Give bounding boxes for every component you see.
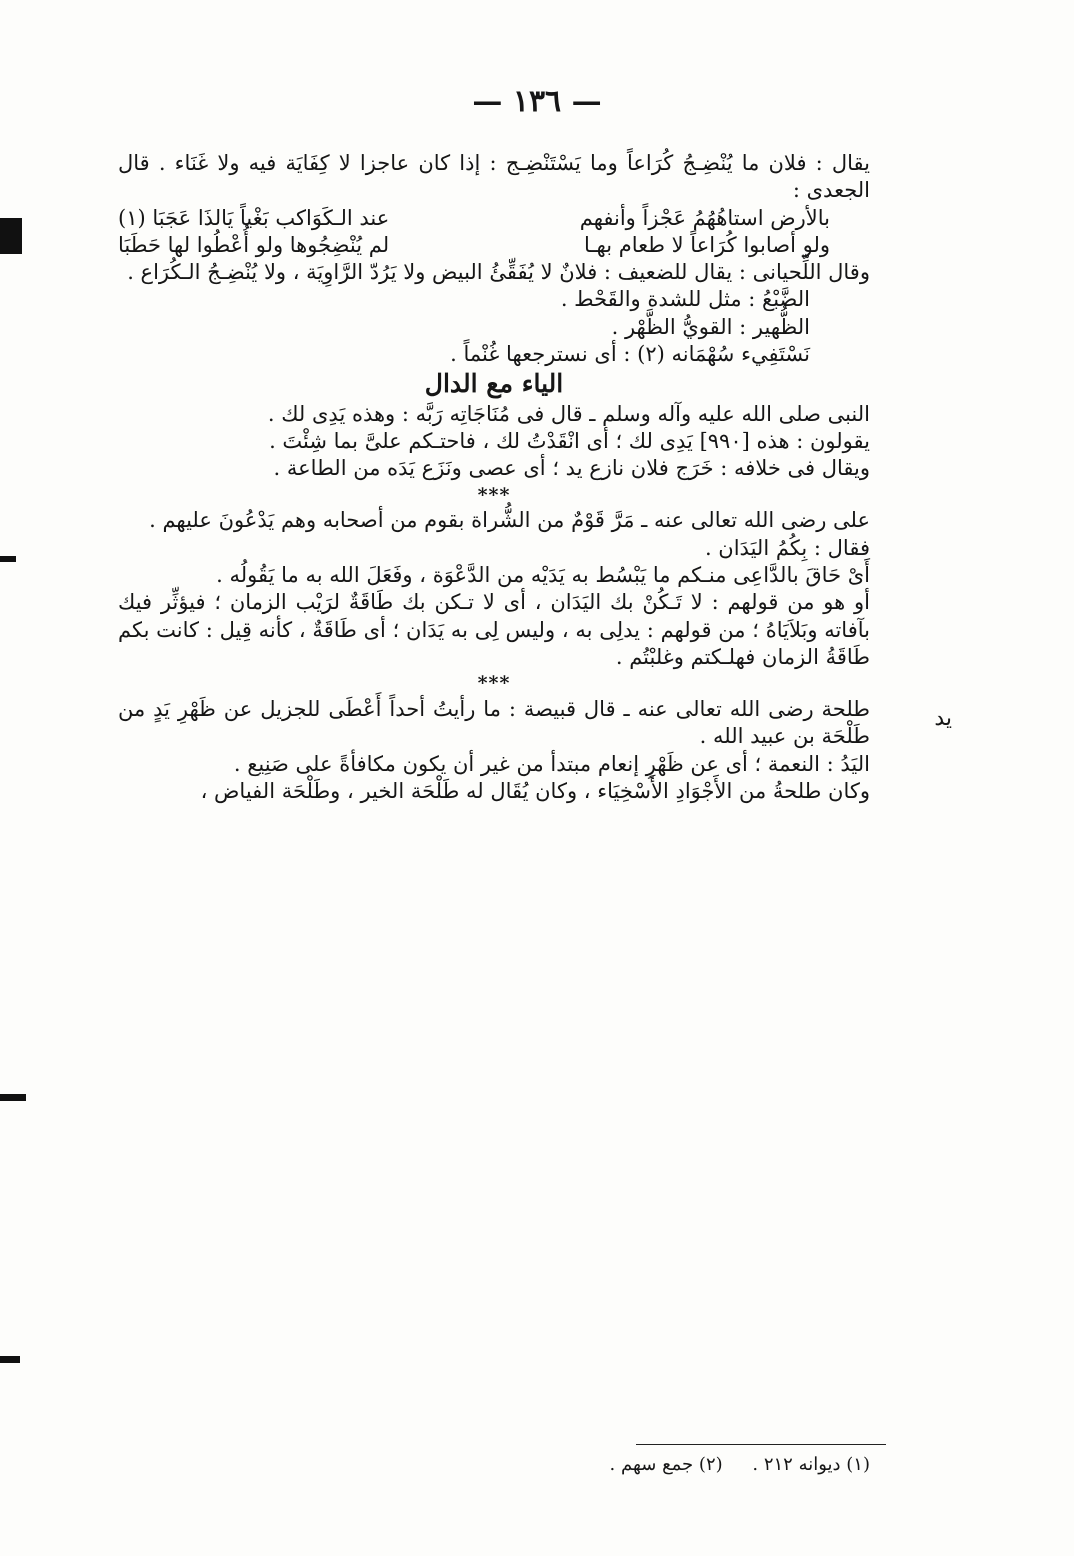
paragraph: وقال اللِّحيانى : يقال للضعيف : فلانٌ لا يُفَقِّئُ البيض ولا يَرُدّ الرَّاوِيَة ، ولا يُنْضِـجُ الـكُرَاع . bbox=[127, 260, 870, 285]
paragraph: ويقال فى خلافه : خَرَج فلان نازع يد ؛ أى عصى ونَزَع يَدَه من الطاعة . bbox=[273, 456, 870, 481]
paragraph: وكان طلحةُ من الأَجْوَادِ الأَسْخِيَاء ، وكان يُقَال له طَلْحَة الخير ، وطَلْحَة الفياض ، bbox=[200, 778, 870, 803]
entry: الضَّبْعُ : مثل للشدة والقَحْط . bbox=[560, 287, 810, 312]
poem bbox=[118, 205, 870, 260]
page-number: — ١٣٦ — bbox=[472, 84, 602, 119]
footnotes bbox=[500, 1454, 870, 1475]
paragraph: النبى صلى الله عليه وآله وسلم ـ قال فى مُنَاجَاتِه رَبَّه : وهذه يَدِى لك . bbox=[267, 401, 870, 426]
verse-hemistich: بالأرض استاهُهُمُ عَجْزاً وأنفهم bbox=[579, 205, 830, 230]
main-text bbox=[118, 150, 870, 805]
paragraph: اليَدُ : النعمة ؛ أى عن ظَهْرِ إنعام مبتدأ من غير أن يكون مكافأةً على صَنِيع . bbox=[233, 751, 870, 776]
paragraph: يقولون : هذه [٩٩٠] يَدِى لك ؛ أى انْقَدْتُ لك ، فاحتـكم علىَّ بما شِئْتَ . bbox=[269, 429, 870, 454]
footnote: (٢) جمع سهم . bbox=[609, 1454, 723, 1475]
verse-line bbox=[118, 205, 870, 232]
paragraph: على رضى الله تعالى عنه ـ مَرَّ قَوْمٌ من الشُّراة بقوم من أصحابه وهم يَدْعُونَ عليهم . bbox=[149, 508, 870, 533]
paragraph: فقال : بِكُمُ اليَدَان . bbox=[704, 535, 870, 560]
scan-edge-mark bbox=[0, 218, 22, 254]
paragraph: أو هو من قولهم : لا تَـكُنْ بك اليَدَان ، أى لا تـكن بك طَاقَةٌ لرَيْب الزمان ؛ فيؤثِّر فيك بآفاته وبَلاَيَاهُ ؛ من قولهم : يدلِى به ، وليس لِى به يَدَان ؛ أى طَاقَةٌ ، كأنه قِيل : كانت بكم طَاقَةُ الزمان فهلـكتم وغلبْتُم . bbox=[118, 590, 870, 669]
entry: نَسْتَفِيء سُهْمَانه (٢) : أى نسترجعها غُنْماً . bbox=[450, 342, 810, 367]
footnote: (١) ديوانه ٢١٢ . bbox=[752, 1454, 870, 1475]
section-title: الياء مع الدال bbox=[424, 369, 564, 399]
paragraph: يقال : فلان ما يُنْضِـجُ كُرَاعاً وما يَسْتَنْضِـج : إذا كان عاجزا لا كِفَايَة فيه ولا غَنَاء . قال الجعدى : bbox=[118, 151, 870, 203]
section-divider-stars: *** bbox=[477, 672, 511, 695]
scan-edge-mark bbox=[0, 1094, 26, 1101]
paragraph: أَىْ حَاقَ بالدَّاعِى منـكم ما يَبْسُط به يَدَيْه من الدَّعْوَة ، وفَعَلَ الله به ما يَقُولُه . bbox=[216, 563, 870, 588]
scan-edge-mark bbox=[0, 556, 16, 562]
section-divider-stars: *** bbox=[477, 483, 511, 506]
scan-edge-mark bbox=[0, 1356, 20, 1363]
verse-hemistich: ولو أصابوا كُرَاعاً لا طعام بهـا bbox=[583, 232, 830, 257]
entry: الظُّهير : القويُّ الظَّهْر . bbox=[611, 314, 810, 339]
margin-headword: يد bbox=[934, 706, 952, 731]
paragraph: طلحة رضى الله تعالى عنه ـ قال قبيصة : ما رأيتُ أحداً أَعْطَى للجزيل عن ظَهْرِ يَدٍ من طَلْحَة بن عبيد الله . bbox=[118, 696, 870, 749]
footnote-rule bbox=[636, 1444, 886, 1445]
verse-hemistich: لم يُنْضِجُوها ولو أُعْطُوا لها حَطَبَا bbox=[118, 232, 390, 257]
verse-line bbox=[118, 232, 870, 259]
verse-hemistich: عند الـكَوَاكب بَغْياً يَالذَا عَجَبَا (١) bbox=[118, 205, 390, 230]
entry-list bbox=[118, 286, 870, 368]
